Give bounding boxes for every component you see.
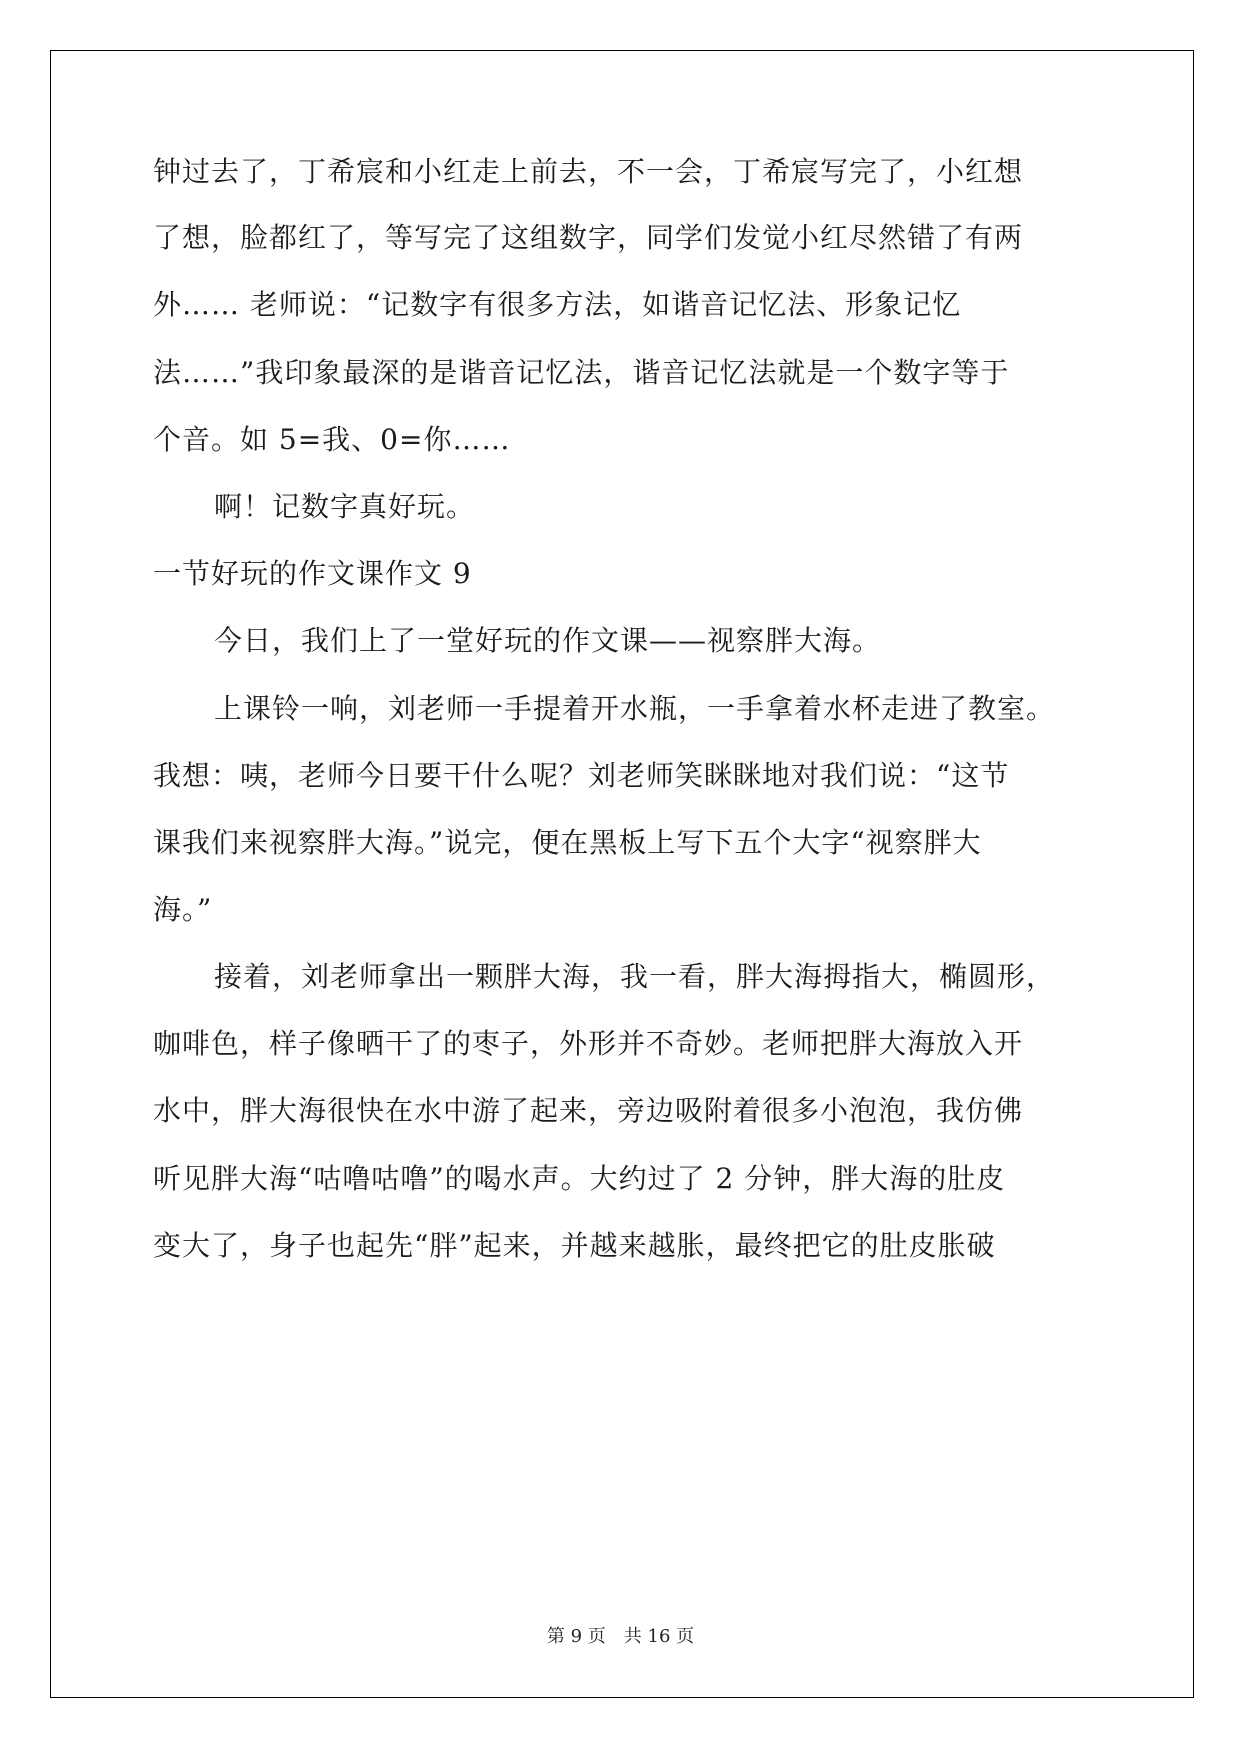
text-line: 变大了，身子也起先“胖”起来，并越来越胀，最终把它的肚皮胀破 — [153, 1229, 996, 1262]
text-line: 我想：咦，老师今日要干什么呢？刘老师笑眯眯地对我们说：“这节 — [153, 759, 1010, 792]
paragraph-line: 今日，我们上了一堂好玩的作文课——视察胖大海。 — [214, 624, 882, 657]
text-line: 海。” — [153, 893, 213, 926]
text-line: 外…… 老师说：“记数字有很多方法，如谐音记忆法、形象记忆 — [153, 288, 962, 321]
text-line: 法……”我印象最深的是谐音记忆法，谐音记忆法就是一个数字等于 — [153, 356, 1010, 389]
text-line: 了想，脸都红了，等写完了这组数字，同学们发觉小红尽然错了有两 — [153, 221, 1024, 254]
text-line: 咖啡色，样子像晒干了的枣子，外形并不奇妙。老师把胖大海放入开 — [153, 1027, 1024, 1060]
text-line: 水中，胖大海很快在水中游了起来，旁边吸附着很多小泡泡，我仿佛 — [153, 1094, 1024, 1127]
page-number-footer: 第 9 页 共 16 页 — [546, 1626, 695, 1647]
text-line: 钟过去了，丁希宸和小红走上前去，不一会，丁希宸写完了，小红想 — [153, 155, 1024, 188]
paragraph-line: 啊！记数字真好玩。 — [214, 490, 476, 523]
paragraph-line: 接着，刘老师拿出一颗胖大海，我一看，胖大海拇指大，椭圆形， — [214, 960, 1056, 993]
section-heading: 一节好玩的作文课作文 9 — [153, 557, 472, 590]
text-line: 个音。如 5=我、0=你…… — [153, 423, 511, 456]
text-line: 听见胖大海“咕噜咕噜”的喝水声。大约过了 2 分钟，胖大海的肚皮 — [153, 1162, 1006, 1195]
text-line: 课我们来视察胖大海。”说完，便在黑板上写下五个大字“视察胖大 — [153, 826, 982, 859]
paragraph-line: 上课铃一响，刘老师一手提着开水瓶，一手拿着水杯走进了教室。 — [214, 692, 1056, 725]
